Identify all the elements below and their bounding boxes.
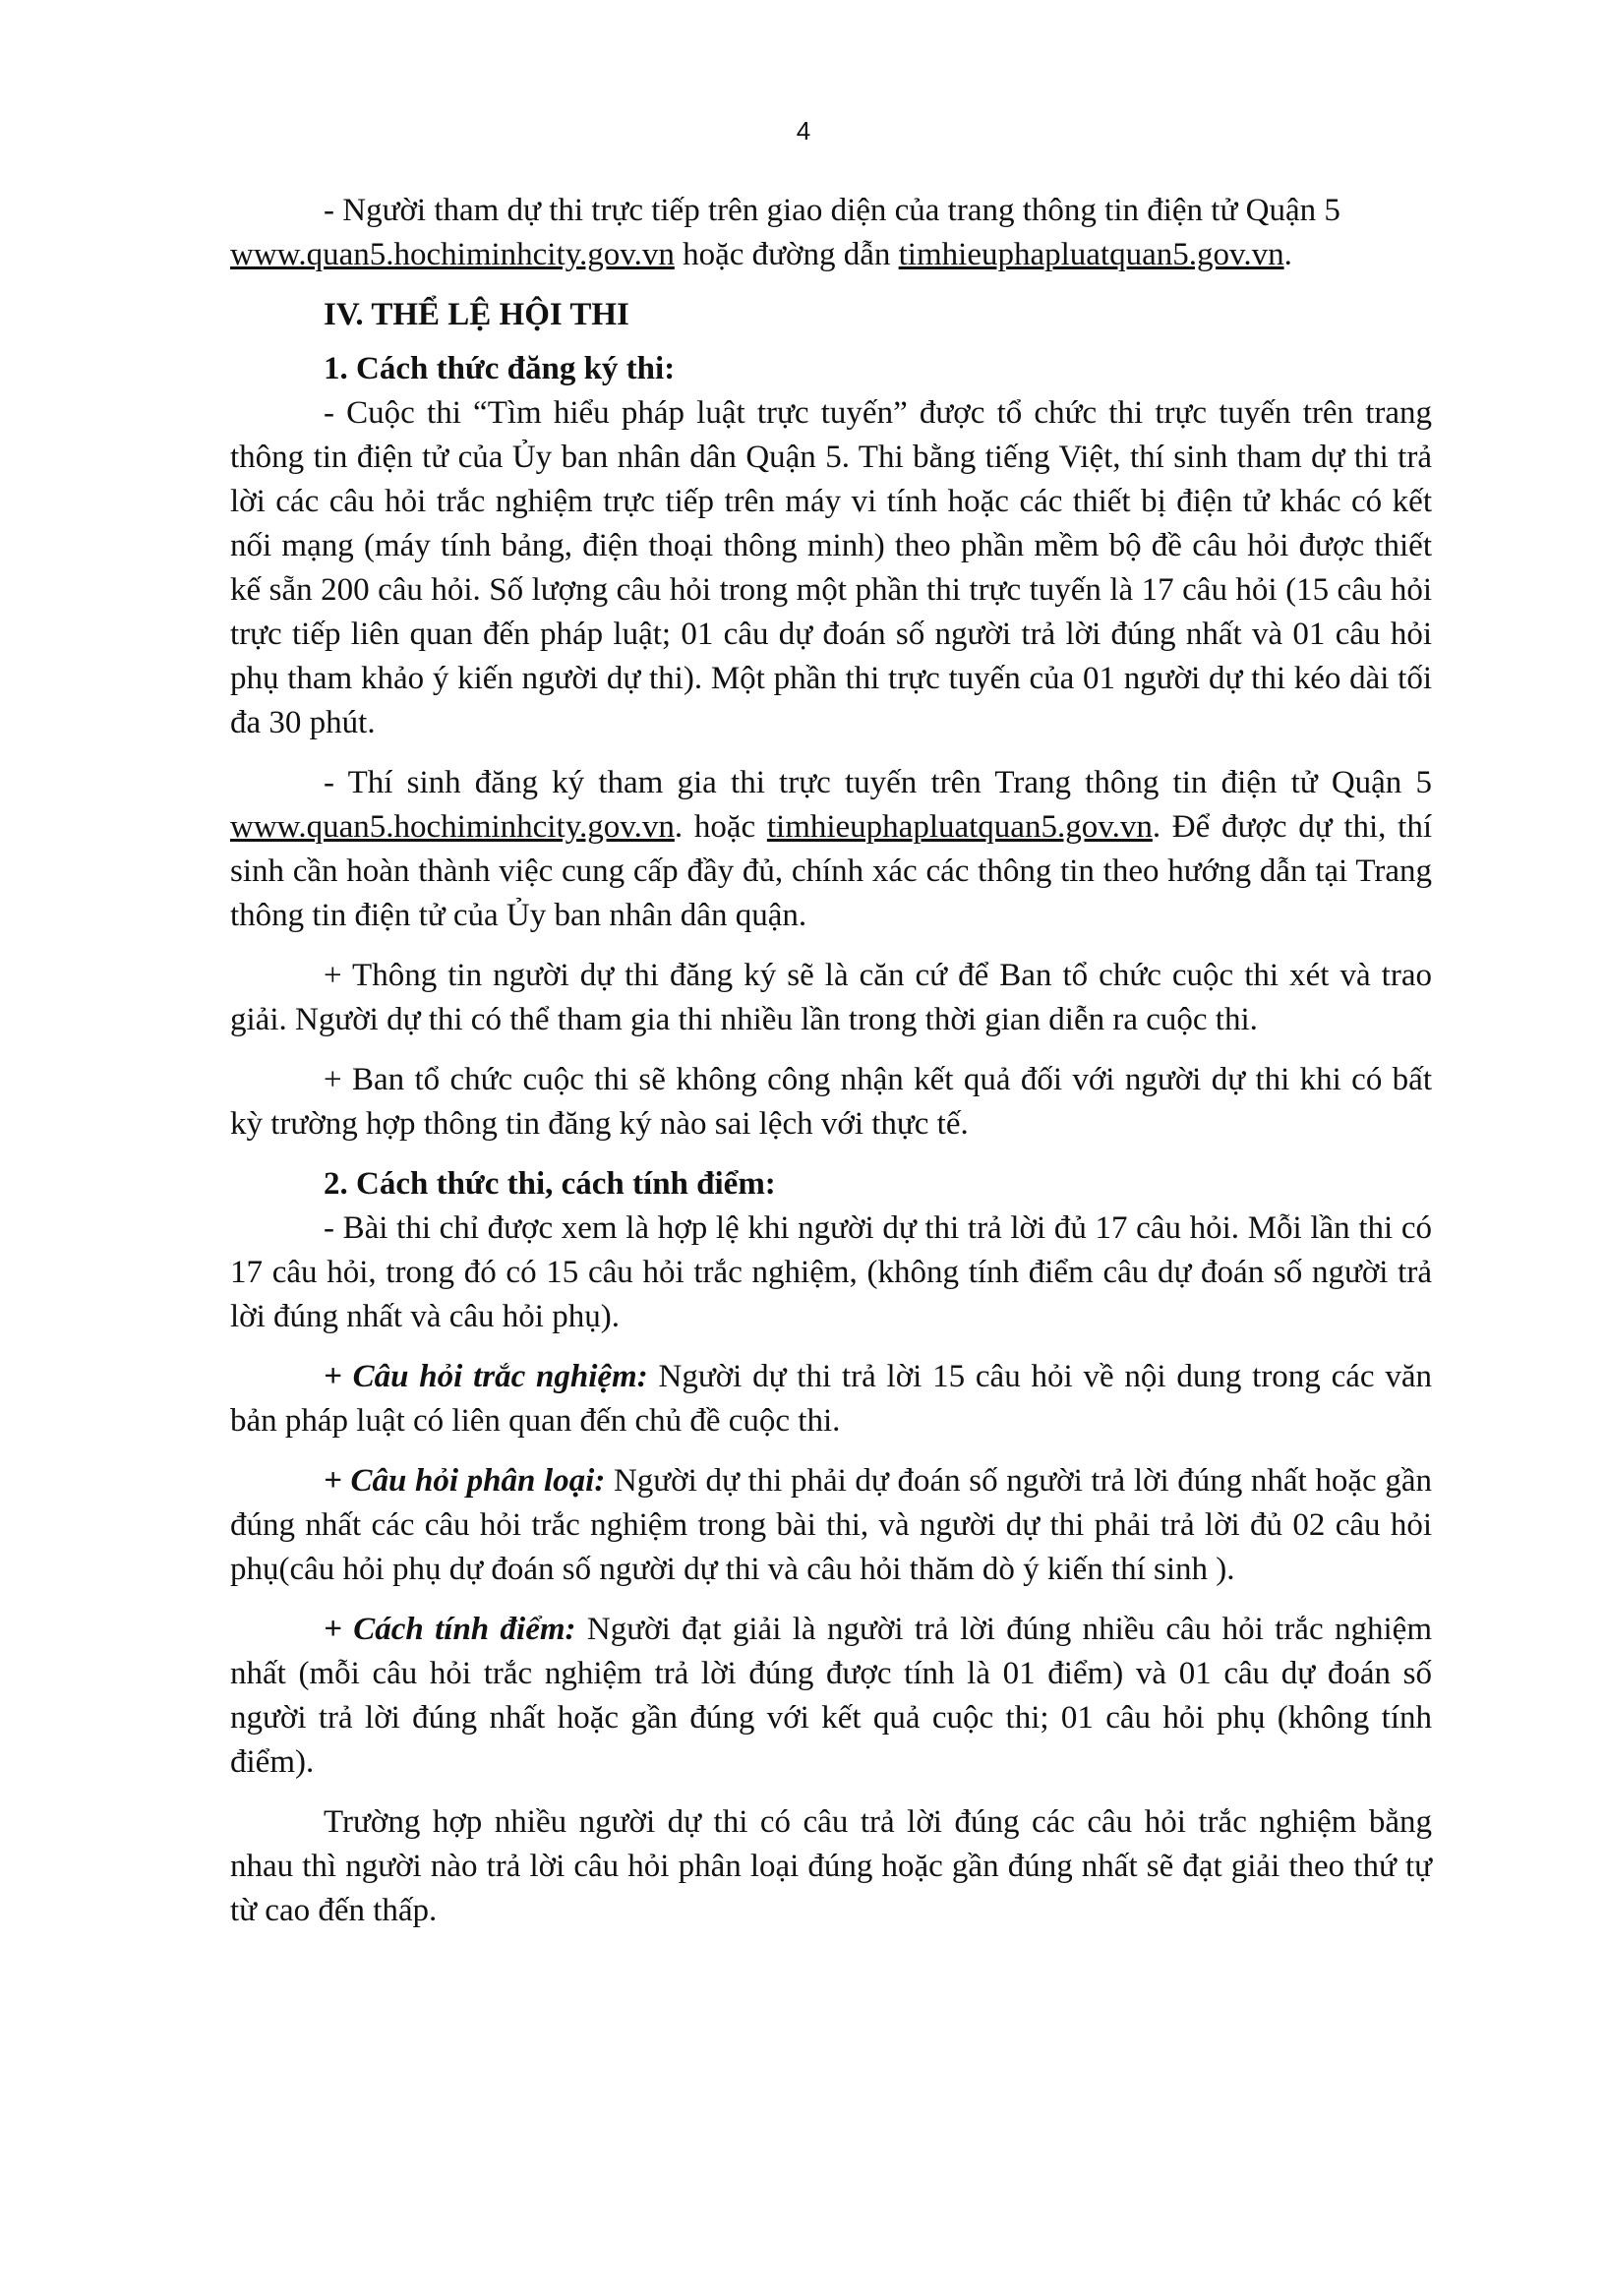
- scoring-method-label: + Cách tính điểm:: [324, 1612, 576, 1647]
- registration-note-2: + Ban tổ chức cuộc thi sẽ không công nhận kết quả đối với người dự thi khi có bất kỳ trường hợp thông tin đăng ký nào sai lệch với thực tế.: [230, 1062, 1432, 1142]
- classification-paragraph: [230, 1459, 1432, 1592]
- website-link[interactable]: www.quan5.hochiminhcity.gov.vn: [230, 237, 675, 272]
- contest-link[interactable]: timhieuphapluatquan5.gov.vn: [898, 237, 1284, 272]
- scoring-method-paragraph: [230, 1608, 1432, 1785]
- tie-break-paragraph: Trường hợp nhiều người dự thi có câu trả lời đúng các câu hỏi trắc nghiệm bằng nhau thì người nào trả lời câu hỏi phân loại đúng hoặc gần đúng nhất sẽ đạt giải theo thứ tự từ cao đến thấp.: [230, 1804, 1432, 1928]
- registration-text-end: . Để được dự thi, thí sinh cần hoàn thành việc cung cấp đầy đủ, chính xác các thông tin theo hướng dẫn tại Trang thông tin điện tử của Ủy ban nhân dân quận.: [230, 809, 1432, 933]
- section-title: IV. THỂ LỆ HỘI THI: [324, 297, 629, 332]
- scoring-method-text: Người đạt giải là người trả lời đúng nhiều câu hỏi trắc nghiệm nhất (mỗi câu hỏi trắc nghiệm trả lời đúng được tính là 01 điểm) và 01 câu dự đoán số người trả lời đúng nhất hoặc gần đúng với kết quả cuộc thi; 01 câu hỏi phụ (không tính điểm).: [230, 1612, 1432, 1780]
- classification-text: Người dự thi phải dự đoán số người trả lời đúng nhất hoặc gần đúng nhất các câu hỏi trắc nghiệm trong bài thi, và người dự thi phải trả lời đủ 02 câu hỏi phụ(câu hỏi phụ dự đoán số người dự thi và câu hỏi thăm dò ý kiến thí sinh ).: [230, 1463, 1432, 1587]
- registration-text: - Thí sinh đăng ký tham gia thi trực tuyến trên Trang thông tin điện tử Quận 5: [324, 765, 1432, 800]
- website-link-2[interactable]: www.quan5.hochiminhcity.gov.vn: [230, 809, 675, 845]
- contest-link-2[interactable]: timhieuphapluatquan5.gov.vn: [766, 809, 1153, 845]
- intro-period: .: [1283, 237, 1292, 272]
- multiple-choice-paragraph: [230, 1355, 1432, 1443]
- subsection-2-title: 2. Cách thức thi, cách tính điểm:: [324, 1166, 776, 1202]
- multiple-choice-text: Người dự thi trả lời 15 câu hỏi về nội dung trong các văn bản pháp luật có liên quan đến chủ đề cuộc thi.: [230, 1359, 1432, 1439]
- subsection-1-title: 1. Cách thức đăng ký thi:: [324, 351, 676, 386]
- intro-text: - Người tham dự thi trực tiếp trên giao diện của trang thông tin điện tử Quận 5: [324, 193, 1340, 228]
- classification-label: + Câu hỏi phân loại:: [324, 1463, 606, 1499]
- intro-connector: hoặc đường dẫn: [674, 237, 899, 272]
- scoring-paragraph-1: - Bài thi chỉ được xem là hợp lệ khi người dự thi trả lời đủ 17 câu hỏi. Mỗi lần thi có 17 câu hỏi, trong đó có 15 câu hỏi trắc nghiệm, (không tính điểm câu dự đoán số người trả lời đúng nhất và câu hỏi phụ).: [230, 1210, 1432, 1334]
- registration-paragraph-2: [230, 761, 1432, 938]
- registration-connector: . hoặc: [674, 809, 767, 845]
- multiple-choice-label: + Câu hỏi trắc nghiệm:: [324, 1359, 648, 1394]
- page-number: 4: [796, 116, 811, 146]
- registration-note-1: + Thông tin người dự thi đăng ký sẽ là căn cứ để Ban tổ chức cuộc thi xét và trao giải. Người dự thi có thể tham gia thi nhiều lần trong thời gian diễn ra cuộc thi.: [230, 958, 1432, 1037]
- intro-paragraph: [230, 189, 1432, 277]
- document-body: [230, 189, 1432, 1933]
- registration-paragraph-1: - Cuộc thi “Tìm hiểu pháp luật trực tuyến” được tổ chức thi trực tuyến trên trang thông tin điện tử của Ủy ban nhân dân Quận 5. Thi bằng tiếng Việt, thí sinh tham dự thi trả lời các câu hỏi trắc nghiệm trực tiếp trên máy vi tính hoặc các thiết bị điện tử khác có kết nối mạng (máy tính bảng, điện thoại thông minh) theo phần mềm bộ đề câu hỏi được thiết kế sẵn 200 câu hỏi. Số lượng câu hỏi trong một phần thi trực tuyến là 17 câu hỏi (15 câu hỏi trực tiếp liên quan đến pháp luật; 01 câu dự đoán số người trả lời đúng nhất và 01 câu hỏi phụ tham khảo ý kiến người dự thi). Một phần thi trực tuyến của 01 người dự thi kéo dài tối đa 30 phút.: [230, 395, 1432, 740]
